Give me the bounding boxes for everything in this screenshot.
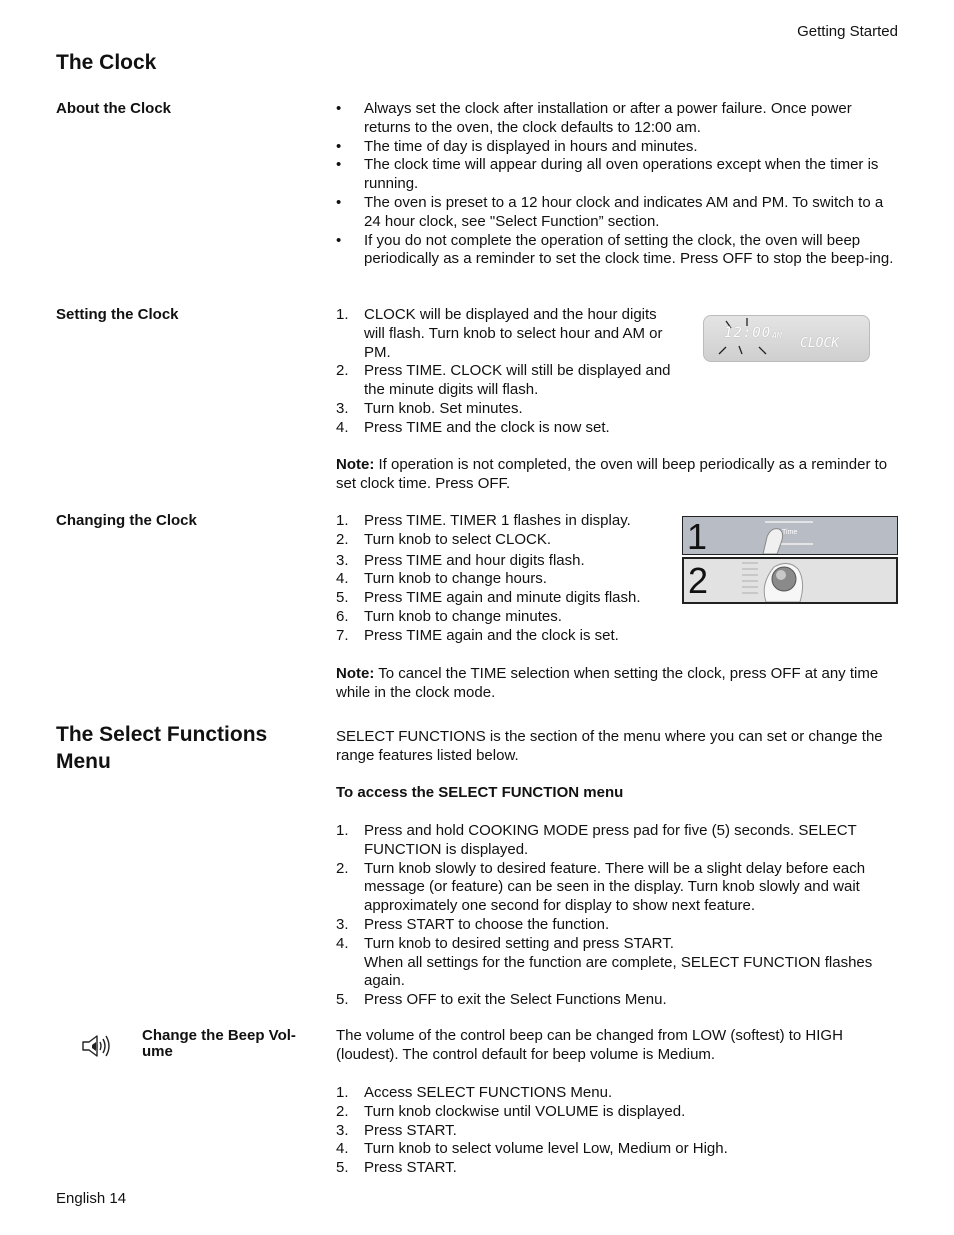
list-item: 2. Turn knob slowly to desired feature. There will be a slight delay before each message (or feature) can be seen in the display. Turn knob slowly and wait approximately one second for display to show next feature. <box>336 859 866 915</box>
list-item: 3. Press TIME and hour digits flash. <box>336 551 585 569</box>
page-footer: English 14 <box>56 1190 127 1207</box>
list-item: 4. Turn knob to select volume level Low, Medium or High. <box>336 1140 728 1158</box>
list-item: 3. Press START. <box>336 1121 457 1139</box>
list-item: 3. Turn knob. Set minutes. <box>336 399 523 417</box>
speaker-icon <box>80 1033 112 1059</box>
clock-digits: 12:00 <box>724 325 772 341</box>
section-title-select-functions: The Select Functions Menu <box>56 723 268 773</box>
list-item: • The clock time will appear during all oven operations except when the timer is running. <box>336 156 879 193</box>
setting-clock-note: Note: If operation is not completed, the oven will beep periodically as a reminder to set clock time. Press OFF. <box>336 456 888 492</box>
figure-step-1-number: 1 <box>687 516 708 557</box>
beep-volume-intro: The volume of the control beep can be changed from LOW (softest) to HIGH (loudest). The control default for beep volume is Medium. <box>336 1027 843 1063</box>
list-item: 4. Turn knob to change hours. <box>336 570 547 588</box>
list-item: 2. Turn knob to select CLOCK. <box>336 530 552 548</box>
beep-volume-heading: Change the Beep Vol- ume <box>142 1027 296 1060</box>
list-item: 4. Press TIME and the clock is now set. <box>336 418 610 436</box>
changing-clock-heading: Changing the Clock <box>56 512 197 529</box>
figure-step-2-number: 2 <box>688 560 709 601</box>
knob-turn-icon <box>684 559 896 602</box>
about-clock-list <box>336 100 898 269</box>
about-clock-heading: About the Clock <box>56 100 171 117</box>
select-functions-steps <box>336 822 898 1010</box>
time-button-label: Time <box>782 529 798 536</box>
changing-clock-figure <box>682 516 898 602</box>
beep-volume-steps <box>336 1084 898 1178</box>
running-header: Getting Started <box>797 23 898 40</box>
setting-clock-heading: Setting the Clock <box>56 306 179 323</box>
list-item: • The oven is preset to a 12 hour clock and indicates AM and PM. To switch to a 24 hour clock, see "Select Function” section. <box>336 193 884 230</box>
clock-display-illustration <box>703 315 870 362</box>
clock-ampm: AM <box>772 331 782 340</box>
list-item: 7. Press TIME again and the clock is set. <box>336 626 619 644</box>
list-item: 2. Turn knob clockwise until VOLUME is displayed. <box>336 1102 686 1120</box>
list-item: 5. Press TIME again and minute digits flash. <box>336 589 641 607</box>
list-item: 1. Access SELECT FUNCTIONS Menu. <box>336 1084 613 1101</box>
select-functions-intro: SELECT FUNCTIONS is the section of the menu where you can set or change the range features listed below. <box>336 728 883 764</box>
changing-clock-note: Note: To cancel the TIME selection when setting the clock, press OFF at any time while in the clock mode. <box>336 665 879 701</box>
list-item: 3. Press START to choose the function. <box>336 915 610 933</box>
access-menu-heading: To access the SELECT FUNCTION menu <box>336 784 624 801</box>
list-item: 4. Turn knob to desired setting and press START. When all settings for the function are complete, SELECT FUNCTION flashes again. <box>336 934 873 990</box>
setting-clock-steps <box>336 306 676 438</box>
list-item: 2. Press TIME. CLOCK will still be displayed and the minute digits will flash. <box>336 362 671 399</box>
list-item: 5. Press OFF to exit the Select Functions Menu. <box>336 991 667 1009</box>
list-item: 1. Press TIME. TIMER 1 flashes in display. <box>336 512 631 529</box>
figure-step-1-panel <box>682 516 898 555</box>
list-item: • If you do not complete the operation of setting the clock, the oven will beep periodically as a reminder to set the clock time. Press OFF to stop the beep-ing. <box>336 231 894 268</box>
list-item: • Always set the clock after installation or after a power failure. Once power returns to the oven, the clock defaults to 12:00 am. <box>336 100 852 136</box>
list-item: 6. Turn knob to change minutes. <box>336 607 562 625</box>
changing-clock-steps <box>336 512 666 646</box>
section-title-clock: The Clock <box>56 51 157 74</box>
figure-step-2-panel <box>682 557 898 604</box>
list-item: • The time of day is displayed in hours and minutes. <box>336 137 698 155</box>
list-item: 5. Press START. <box>336 1159 457 1177</box>
clock-label: CLOCK <box>800 336 840 351</box>
list-item: 1. Press and hold COOKING MODE press pad for five (5) seconds. SELECT FUNCTION is displayed. <box>336 822 857 858</box>
list-item: 1. CLOCK will be displayed and the hour digits will flash. Turn knob to select hour and AM or PM. <box>336 306 663 361</box>
